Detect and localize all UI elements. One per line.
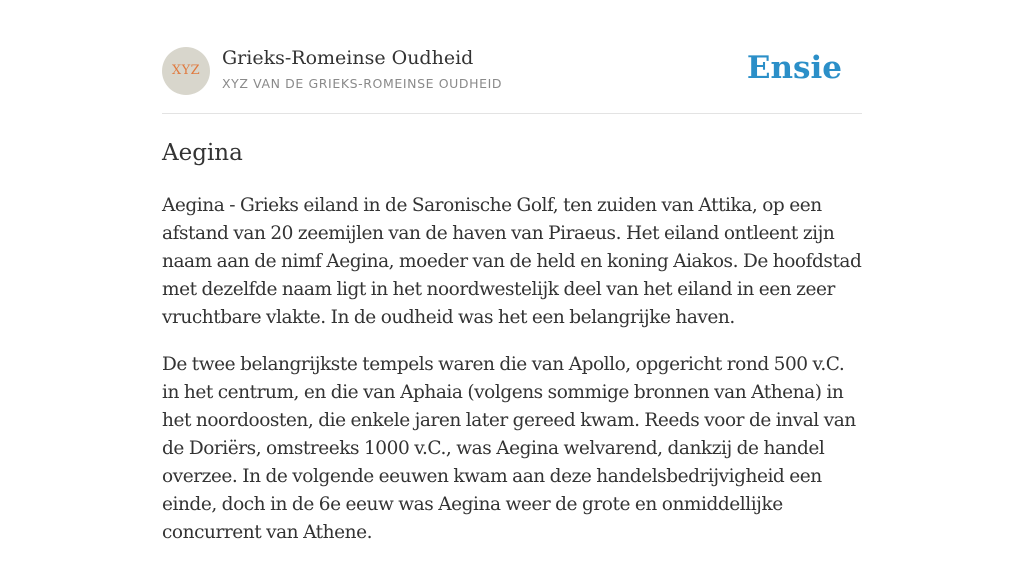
- site-title[interactable]: Grieks-Romeinse Oudheid: [222, 47, 474, 69]
- site-subtitle: XYZ VAN DE GRIEKS-ROMEINSE OUDHEID: [222, 76, 503, 91]
- article: [162, 136, 862, 566]
- article-title: Aegina: [162, 140, 243, 166]
- site-header: [162, 46, 862, 96]
- header-divider: [162, 113, 862, 114]
- brand-logo-link[interactable]: Ensie: [746, 50, 842, 86]
- article-paragraph: De twee belangrijkste tempels waren die van Apollo, opgericht rond 500 v.C. in het centrum, en die van Aphaia (volgens sommige bronnen van Athena) in het noordoosten, die enkele jaren later gereed kwam. Reeds voor de inval van de Doriërs, omstreeks 1000 v.C., was Aegina welvarend, dankzij de handel overzee. In de volgende eeuwen kwam aan deze handelsbedrijvigheid een einde, doch in de 6e eeuw was Aegina weer de grote en onmiddellijke concurrent van Athene.: [162, 354, 856, 543]
- avatar[interactable]: XYZ: [162, 47, 210, 95]
- article-paragraph: Aegina - Grieks eiland in de Saronische Golf, ten zuiden van Attika, op een afstand van 20 zeemijlen van de haven van Piraeus. Het eiland ontleent zijn naam aan de nimf Aegina, moeder van de held en koning Aiakos. De hoofdstad met dezelfde naam ligt in het noordwestelijk deel van het eiland in een zeer vruchtbare vlakte. In de oudheid was het een belangrijke haven.: [162, 195, 862, 328]
